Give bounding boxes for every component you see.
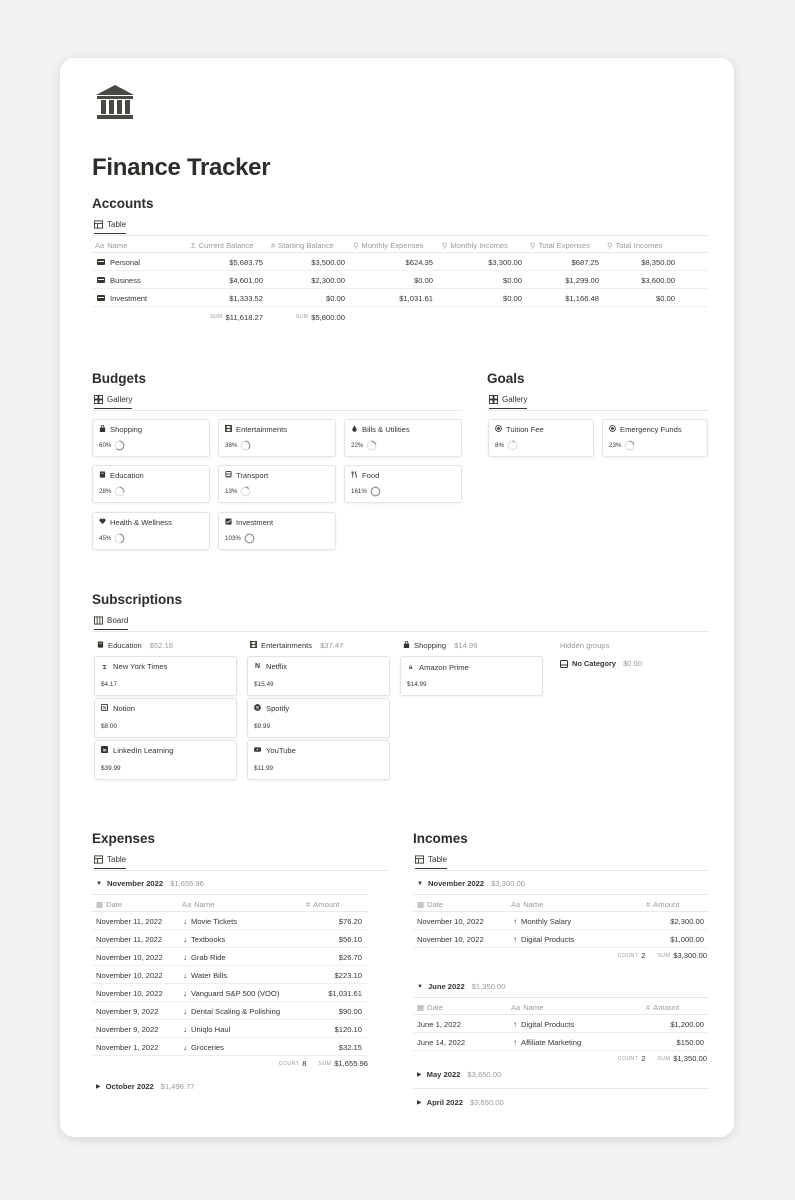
arrow-down-icon: ↓	[183, 952, 187, 962]
table-row[interactable]: November 11, 2022 ↓ Movie Tickets $76.20	[92, 912, 368, 930]
triangle-down-icon: ▼	[96, 880, 102, 887]
arrow-down-icon: ↓	[183, 1042, 187, 1052]
card-percent: 28%	[99, 488, 112, 495]
card-title: Food	[362, 471, 380, 480]
gallery-card[interactable]	[344, 419, 462, 457]
accounts-table-tab[interactable]: Table	[94, 218, 126, 234]
arrow-up-icon: ↑	[513, 934, 517, 944]
board-column-header[interactable]: Entertainments $37.47	[250, 641, 343, 650]
card-percent: 45%	[99, 535, 112, 542]
table-row[interactable]: November 10, 2022 ↓ Grab Ride $26.70	[92, 948, 368, 966]
film-icon	[225, 425, 232, 434]
table-row[interactable]: November 11, 2022 ↓ Textbooks $56.10	[92, 930, 368, 948]
page-title: Finance Tracker	[92, 154, 271, 181]
board-card[interactable]: 𝔗 New York Times $4.17	[94, 656, 237, 696]
gallery-card[interactable]	[602, 419, 708, 457]
table-header: ▦ Date Aa Name # Amount	[92, 894, 368, 912]
chart-icon	[225, 518, 232, 527]
board-card[interactable]: in LinkedIn Learning $39.99	[94, 740, 237, 780]
amazon-icon: a	[408, 665, 413, 671]
card-price: $14.99	[407, 681, 427, 688]
card-price: $39.99	[101, 765, 121, 772]
arrow-down-icon: ↓	[183, 1006, 187, 1016]
card-title: Emergency Funds	[620, 425, 682, 434]
accounts-table-header: Aa Name Σ Current Balance # Starting Balance ⚲ Monthly Expenses ⚲ Monthly Incomes ⚲ Total Expenses ⚲ Total Incomes	[92, 235, 708, 253]
board-card[interactable]: YouTube $11.99	[247, 740, 390, 780]
table-header: ▦ Date Aa Name # Amount	[413, 997, 708, 1015]
notion-icon	[101, 704, 108, 713]
gallery-card[interactable]	[92, 512, 210, 550]
target-icon	[495, 425, 502, 434]
table-row[interactable]: Business $4,601.00 $2,300.00 $0.00 $0.00 $1,299.00 $3,600.00	[92, 271, 708, 289]
table-row[interactable]: November 10, 2022 ↑ Digital Products $1,000.00	[413, 930, 708, 948]
table-icon	[415, 855, 424, 864]
incomes-group[interactable]: ▼ November 2022 $3,300.00	[417, 879, 525, 888]
incomes-title: Incomes	[413, 831, 468, 846]
inbox-icon	[560, 660, 568, 668]
triangle-right-icon: ▶	[96, 1084, 101, 1090]
card-title: Tuition Fee	[506, 425, 544, 434]
count-sum-row: COUNT 2 SUM $1,350.00	[617, 1054, 707, 1063]
bag-icon	[99, 425, 106, 434]
expenses-table-tab[interactable]: Table	[94, 853, 126, 869]
card-title: Transport	[236, 471, 269, 480]
hidden-group-no-category[interactable]: No Category $0.00	[560, 659, 642, 668]
table-row[interactable]: November 1, 2022 ↓ Groceries $32.15	[92, 1038, 368, 1056]
card-title: Health & Wellness	[110, 518, 172, 527]
fork-knife-icon	[351, 471, 358, 480]
card-price: $15.49	[254, 681, 274, 688]
arrow-down-icon: ↓	[183, 934, 187, 944]
goals-gallery-tab[interactable]: Gallery	[489, 393, 527, 409]
subscriptions-board-tab[interactable]: Board	[94, 614, 128, 630]
card-icon	[97, 295, 105, 301]
arrow-down-icon: ↓	[183, 988, 187, 998]
incomes-group-april[interactable]: ▶ April 2022 $3,650.00	[417, 1098, 504, 1107]
card-title: Bills & Utilities	[362, 425, 410, 434]
triangle-down-icon: ▼	[417, 983, 423, 990]
card-price: $9.99	[254, 723, 270, 730]
expenses-group-november[interactable]: ▼ November 2022 $1,655.96	[96, 879, 204, 888]
card-price: $11.99	[254, 765, 274, 772]
table-row[interactable]: November 10, 2022 ↑ Monthly Salary $2,300.00	[413, 912, 708, 930]
youtube-icon	[254, 746, 261, 755]
card-icon	[97, 277, 105, 283]
table-row[interactable]: November 9, 2022 ↓ Uniqlo Haul $120.10	[92, 1020, 368, 1038]
target-icon	[609, 425, 616, 434]
card-percent: 13%	[225, 488, 238, 495]
table-row[interactable]: November 9, 2022 ↓ Dental Scaling & Polishing $90.00	[92, 1002, 368, 1020]
triangle-right-icon: ▶	[417, 1072, 422, 1078]
board-card[interactable]: N Notion $8.00	[94, 698, 237, 738]
table-icon	[94, 220, 103, 229]
gallery-card[interactable]	[92, 465, 210, 503]
card-percent: 103%	[225, 535, 241, 542]
gallery-card[interactable]	[218, 512, 336, 550]
triangle-right-icon: ▶	[417, 1100, 422, 1106]
svg-text:N: N	[254, 663, 261, 669]
count-sum-row: COUNT 8 SUM $1,655.96	[278, 1059, 368, 1068]
progress-ring	[114, 533, 125, 544]
svg-text:N: N	[102, 706, 107, 711]
film-icon	[250, 641, 257, 650]
board-column-header[interactable]: Shopping $14.99	[403, 641, 477, 650]
card-price: $8.00	[101, 723, 117, 730]
arrow-up-icon: ↑	[513, 916, 517, 926]
hidden-groups-label: Hidden groups	[560, 641, 610, 650]
incomes-group[interactable]: ▼ June 2022 $1,350.00	[417, 982, 506, 991]
table-row[interactable]: Investment $1,333.52 $0.00 $1,031.61 $0.00 $1,166.48 $0.00	[92, 289, 708, 307]
gallery-icon	[94, 395, 103, 404]
nyt-icon: 𝔗	[102, 664, 107, 671]
progress-ring	[507, 440, 518, 451]
table-icon	[94, 855, 103, 864]
progress-ring	[244, 533, 255, 544]
svg-text:in: in	[102, 747, 107, 753]
book-icon	[97, 641, 104, 650]
progress-ring	[114, 440, 125, 451]
linkedin-icon	[101, 746, 108, 755]
card-title: Investment	[236, 518, 274, 527]
table-row[interactable]: June 14, 2022 ↑ Affiliate Marketing $150.00	[413, 1033, 708, 1051]
triangle-down-icon: ▼	[417, 880, 423, 887]
arrow-up-icon: ↑	[513, 1019, 517, 1029]
card-percent: 60%	[99, 442, 112, 449]
board-card[interactable]: a Amazon Prime $14.99	[400, 656, 543, 696]
budgets-title: Budgets	[92, 371, 146, 386]
progress-ring	[114, 486, 125, 497]
expenses-title: Expenses	[92, 831, 156, 846]
accounts-title: Accounts	[92, 196, 154, 211]
progress-ring	[366, 440, 377, 451]
heart-icon	[99, 518, 106, 527]
card-percent: 23%	[609, 442, 622, 449]
budgets-gallery-tab[interactable]: Gallery	[94, 393, 132, 409]
card-percent: 161%	[351, 488, 367, 495]
arrow-down-icon: ↓	[183, 916, 187, 926]
gallery-card[interactable]	[218, 465, 336, 503]
board-card[interactable]: N Netflix $15.49	[247, 656, 390, 696]
card-percent: 22%	[351, 442, 364, 449]
table-header: ▦ Date Aa Name # Amount	[413, 894, 708, 912]
bag-icon	[403, 641, 410, 650]
card-percent: 8%	[495, 442, 504, 449]
bus-icon	[225, 471, 232, 480]
arrow-down-icon: ↓	[183, 970, 187, 980]
page-card	[60, 58, 734, 1137]
gallery-card[interactable]	[488, 419, 594, 457]
book-icon	[99, 471, 106, 480]
progress-ring	[370, 486, 381, 497]
subscriptions-title: Subscriptions	[92, 592, 183, 607]
table-row[interactable]: June 1, 2022 ↑ Digital Products $1,200.00	[413, 1015, 708, 1033]
card-title: Entertainments	[236, 425, 288, 434]
gallery-icon	[489, 395, 498, 404]
gallery-card[interactable]	[92, 419, 210, 457]
incomes-table-tab[interactable]: Table	[415, 853, 447, 869]
progress-ring	[624, 440, 635, 451]
drop-icon	[351, 425, 358, 434]
card-icon	[97, 259, 105, 265]
arrow-up-icon: ↑	[513, 1037, 517, 1047]
board-card[interactable]: Spotify $9.99	[247, 698, 390, 738]
gallery-card[interactable]	[344, 465, 462, 503]
count-sum-row: COUNT 2 SUM $3,300.00	[617, 951, 707, 960]
card-title: Shopping	[110, 425, 143, 434]
table-row[interactable]: November 10, 2022 ↓ Vanguard S&P 500 (VOO) $1,031.61	[92, 984, 368, 1002]
progress-ring	[240, 440, 251, 451]
arrow-down-icon: ↓	[183, 1024, 187, 1034]
table-row[interactable]: Personal $5,683.75 $3,500.00 $624.35 $3,300.00 $687.25 $8,350.00	[92, 253, 708, 271]
board-column-header[interactable]: Education $52.16	[97, 641, 173, 650]
gallery-card[interactable]	[218, 419, 336, 457]
incomes-group-may[interactable]: ▶ May 2022 $3,650.00	[417, 1070, 502, 1079]
goals-title: Goals	[487, 371, 525, 386]
accounts-sum-row: SUM $11,618.27 SUM $5,800.00	[210, 312, 345, 322]
table-row[interactable]: November 10, 2022 ↓ Water Bills $223.10	[92, 966, 368, 984]
card-percent: 38%	[225, 442, 238, 449]
board-icon	[94, 616, 103, 625]
netflix-icon	[254, 662, 261, 671]
card-title: Education	[110, 471, 144, 480]
progress-ring	[240, 486, 251, 497]
bank-icon[interactable]	[94, 82, 136, 124]
card-price: $4.17	[101, 681, 117, 688]
spotify-icon	[254, 704, 261, 713]
expenses-group-october[interactable]: ▶ October 2022 $1,496.77	[96, 1082, 195, 1091]
